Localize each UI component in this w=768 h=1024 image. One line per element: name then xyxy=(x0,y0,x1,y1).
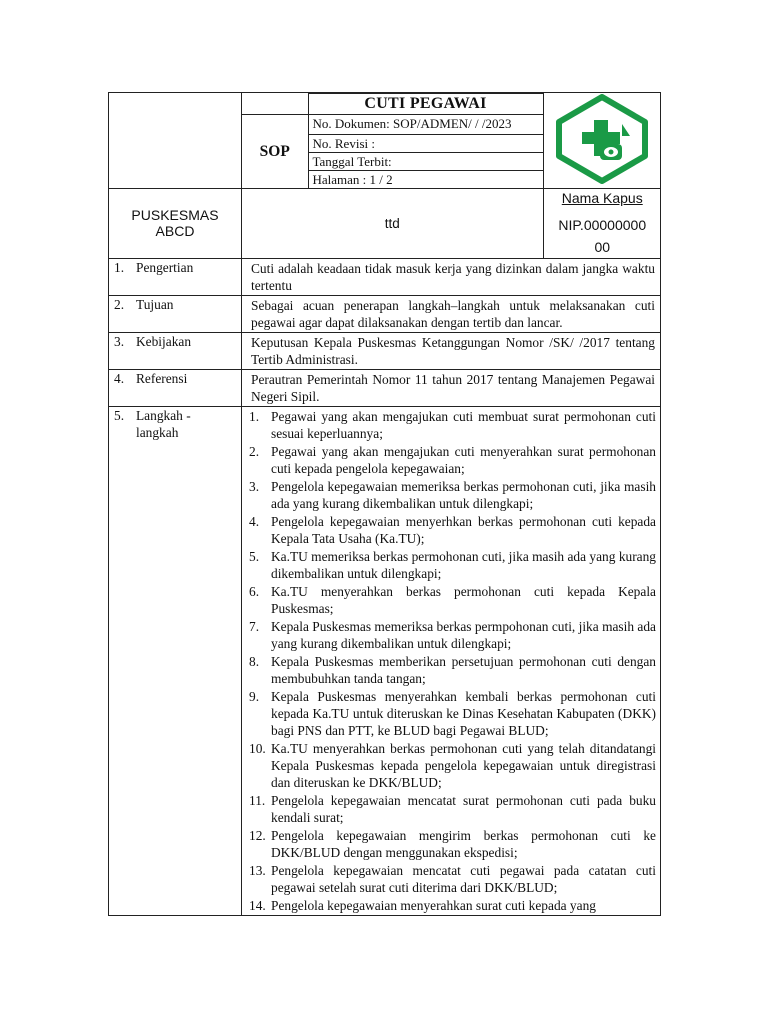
step-text: Kepala Puskesmas memeriksa berkas permpohonan cuti, jika masih ada yang kurang dikembalikan untuk dilengkapi; xyxy=(271,618,656,651)
section-text: Perautran Pemerintah Nomor 11 tahun 2017 tentang Manajemen Pegawai Negeri Sipil. xyxy=(242,369,661,406)
step-text: Pengelola kepegawaian mencatat surat permohonan cuti pada buku kendali surat; xyxy=(271,792,656,825)
puskesmas-name xyxy=(109,188,242,258)
header-inner-table xyxy=(242,93,661,188)
langkah-row xyxy=(109,406,661,915)
sop-table xyxy=(108,92,661,916)
section-label xyxy=(109,295,242,332)
section-number: 3. xyxy=(114,333,125,349)
step-item xyxy=(242,653,656,687)
puskesmas-line1: PUSKESMAS xyxy=(131,207,219,223)
tanggal-terbit: Tanggal Terbit: xyxy=(308,152,543,170)
sop-label: SOP xyxy=(242,115,308,188)
step-text: Pegawai yang akan mengajukan cuti membuat surat permohonan cuti sesuai keperluannya; xyxy=(271,408,656,441)
logo-cell xyxy=(543,94,661,188)
step-number: 13. xyxy=(249,862,266,878)
section-row xyxy=(109,295,661,332)
step-number: 12. xyxy=(249,827,266,843)
steps-list xyxy=(242,408,660,914)
section-label xyxy=(109,369,242,406)
section-text: Cuti adalah keadaan tidak masuk kerja yang dizinkan dalam jangka waktu tertentu xyxy=(242,258,661,295)
no-dokumen: No. Dokumen: SOP/ADMEN/ / /2023 xyxy=(308,115,543,135)
step-text: Ka.TU memeriksa berkas permohonan cuti, jika masih ada yang kurang dikembalikan untuk dilengkapi; xyxy=(271,548,656,581)
header-spacer xyxy=(242,94,308,115)
step-number: 5. xyxy=(249,548,260,564)
section-number: 2. xyxy=(114,296,125,312)
header-empty-cell xyxy=(109,93,242,189)
langkah-label-line2: langkah xyxy=(136,424,179,440)
step-number: 14. xyxy=(249,897,266,913)
step-item xyxy=(242,862,656,896)
step-number: 3. xyxy=(249,478,260,494)
langkah-label-line1: Langkah - xyxy=(136,407,191,423)
step-text: Kepala Puskesmas memberikan persetujuan permohonan cuti dengan membubuhkan tanda tangan; xyxy=(271,653,656,686)
nip-line2: 00 xyxy=(594,238,611,255)
step-item xyxy=(242,408,656,442)
step-number: 1. xyxy=(249,408,260,424)
step-number: 4. xyxy=(249,513,260,529)
step-number: 8. xyxy=(249,653,260,669)
section-row xyxy=(109,258,661,295)
section-text: Sebagai acuan penerapan langkah–langkah untuk melaksanakan cuti pegawai agar dapat dilaksanakan dengan tertib dan lancar. xyxy=(242,295,661,332)
kapus-name: Nama Kapus xyxy=(561,189,643,206)
step-item xyxy=(242,792,656,826)
step-number: 6. xyxy=(249,583,260,599)
step-text: Ka.TU menyerahkan berkas permohonan cuti kepada Kepala Puskesmas; xyxy=(271,583,656,616)
section-title xyxy=(136,407,191,441)
step-item xyxy=(242,688,656,739)
section-title: Referensi xyxy=(136,370,188,386)
step-item xyxy=(242,583,656,617)
ttd-label: ttd xyxy=(384,215,400,231)
step-item xyxy=(242,827,656,861)
step-number: 10. xyxy=(249,740,266,756)
section-title: Kebijakan xyxy=(136,333,192,349)
section-label xyxy=(109,258,242,295)
step-item xyxy=(242,513,656,547)
section-row xyxy=(109,332,661,369)
section-number: 5. xyxy=(114,407,125,423)
puskesmas-line2: ABCD xyxy=(155,223,195,239)
section-row xyxy=(109,369,661,406)
step-item xyxy=(242,897,656,914)
step-number: 7. xyxy=(249,618,260,634)
section-title: Tujuan xyxy=(136,296,174,312)
section-title: Pengertian xyxy=(136,259,194,275)
nip-line1: NIP.00000000 xyxy=(558,216,647,233)
step-text: Kepala Puskesmas menyerahkan kembali berkas permohonan cuti kepada Ka.TU untuk diteruskan ke Dinas Kesehatan Kabupaten (DKK) bagi PNS dan PTT, ke BLUD bagi Pegawai BLUD; xyxy=(271,688,656,738)
section-label xyxy=(109,332,242,369)
section-number: 1. xyxy=(114,259,125,275)
step-text: Pengelola kepegawaian mencatat cuti pegawai pada catatan cuti pegawai setelah surat cuti diterima dari DKK/BLUD; xyxy=(271,862,656,895)
no-revisi: No. Revisi : xyxy=(308,134,543,152)
step-text: Pengelola kepegawaian memeriksa berkas permohonan cuti, jika masih ada yang kurang dikembalikan untuk dilengkapi; xyxy=(271,478,656,511)
step-item xyxy=(242,443,656,477)
step-item xyxy=(242,740,656,791)
header-row xyxy=(109,93,661,189)
signature-inner xyxy=(242,189,661,258)
kapus-block xyxy=(543,189,661,258)
sop-document xyxy=(108,92,660,916)
step-number: 9. xyxy=(249,688,260,704)
step-text: Pengelola kepegawaian mengirim berkas permohonan cuti ke DKK/BLUD dengan menggunakan ekspedisi; xyxy=(271,827,656,860)
step-text: Pegawai yang akan mengajukan cuti menyerahkan surat permohonan cuti kepada pengelola kepegawaian; xyxy=(271,443,656,476)
step-item xyxy=(242,618,656,652)
signature-cell xyxy=(242,188,661,258)
langkah-label xyxy=(109,406,242,915)
step-item xyxy=(242,548,656,582)
halaman: Halaman : 1 / 2 xyxy=(308,170,543,188)
langkah-steps-cell xyxy=(242,406,661,915)
step-item xyxy=(242,478,656,512)
step-number: 11. xyxy=(249,792,266,808)
section-number: 4. xyxy=(114,370,125,386)
step-text: Ka.TU menyerahkan berkas permohonan cuti yang telah ditandatangi Kepala Puskesmas kepada pengelola kepegawaian untuk diregistrasi dan diteruskan ke DKK/BLUD; xyxy=(271,740,656,790)
step-text: Pengelola kepegawaian menyerhkan berkas permohonan cuti kepada Kepala Tata Usaha (Ka.TU); xyxy=(271,513,656,546)
puskesmas-logo-icon xyxy=(552,94,652,184)
header-main-cell xyxy=(242,93,661,189)
document-title: CUTI PEGAWAI xyxy=(308,94,543,115)
signature-row xyxy=(109,188,661,258)
step-number: 2. xyxy=(249,443,260,459)
section-text: Keputusan Kepala Puskesmas Ketanggungan Nomor /SK/ /2017 tentang Tertib Administrasi. xyxy=(242,332,661,369)
step-text: Pengelola kepegawaian menyerahkan surat cuti kepada yang xyxy=(271,897,596,913)
